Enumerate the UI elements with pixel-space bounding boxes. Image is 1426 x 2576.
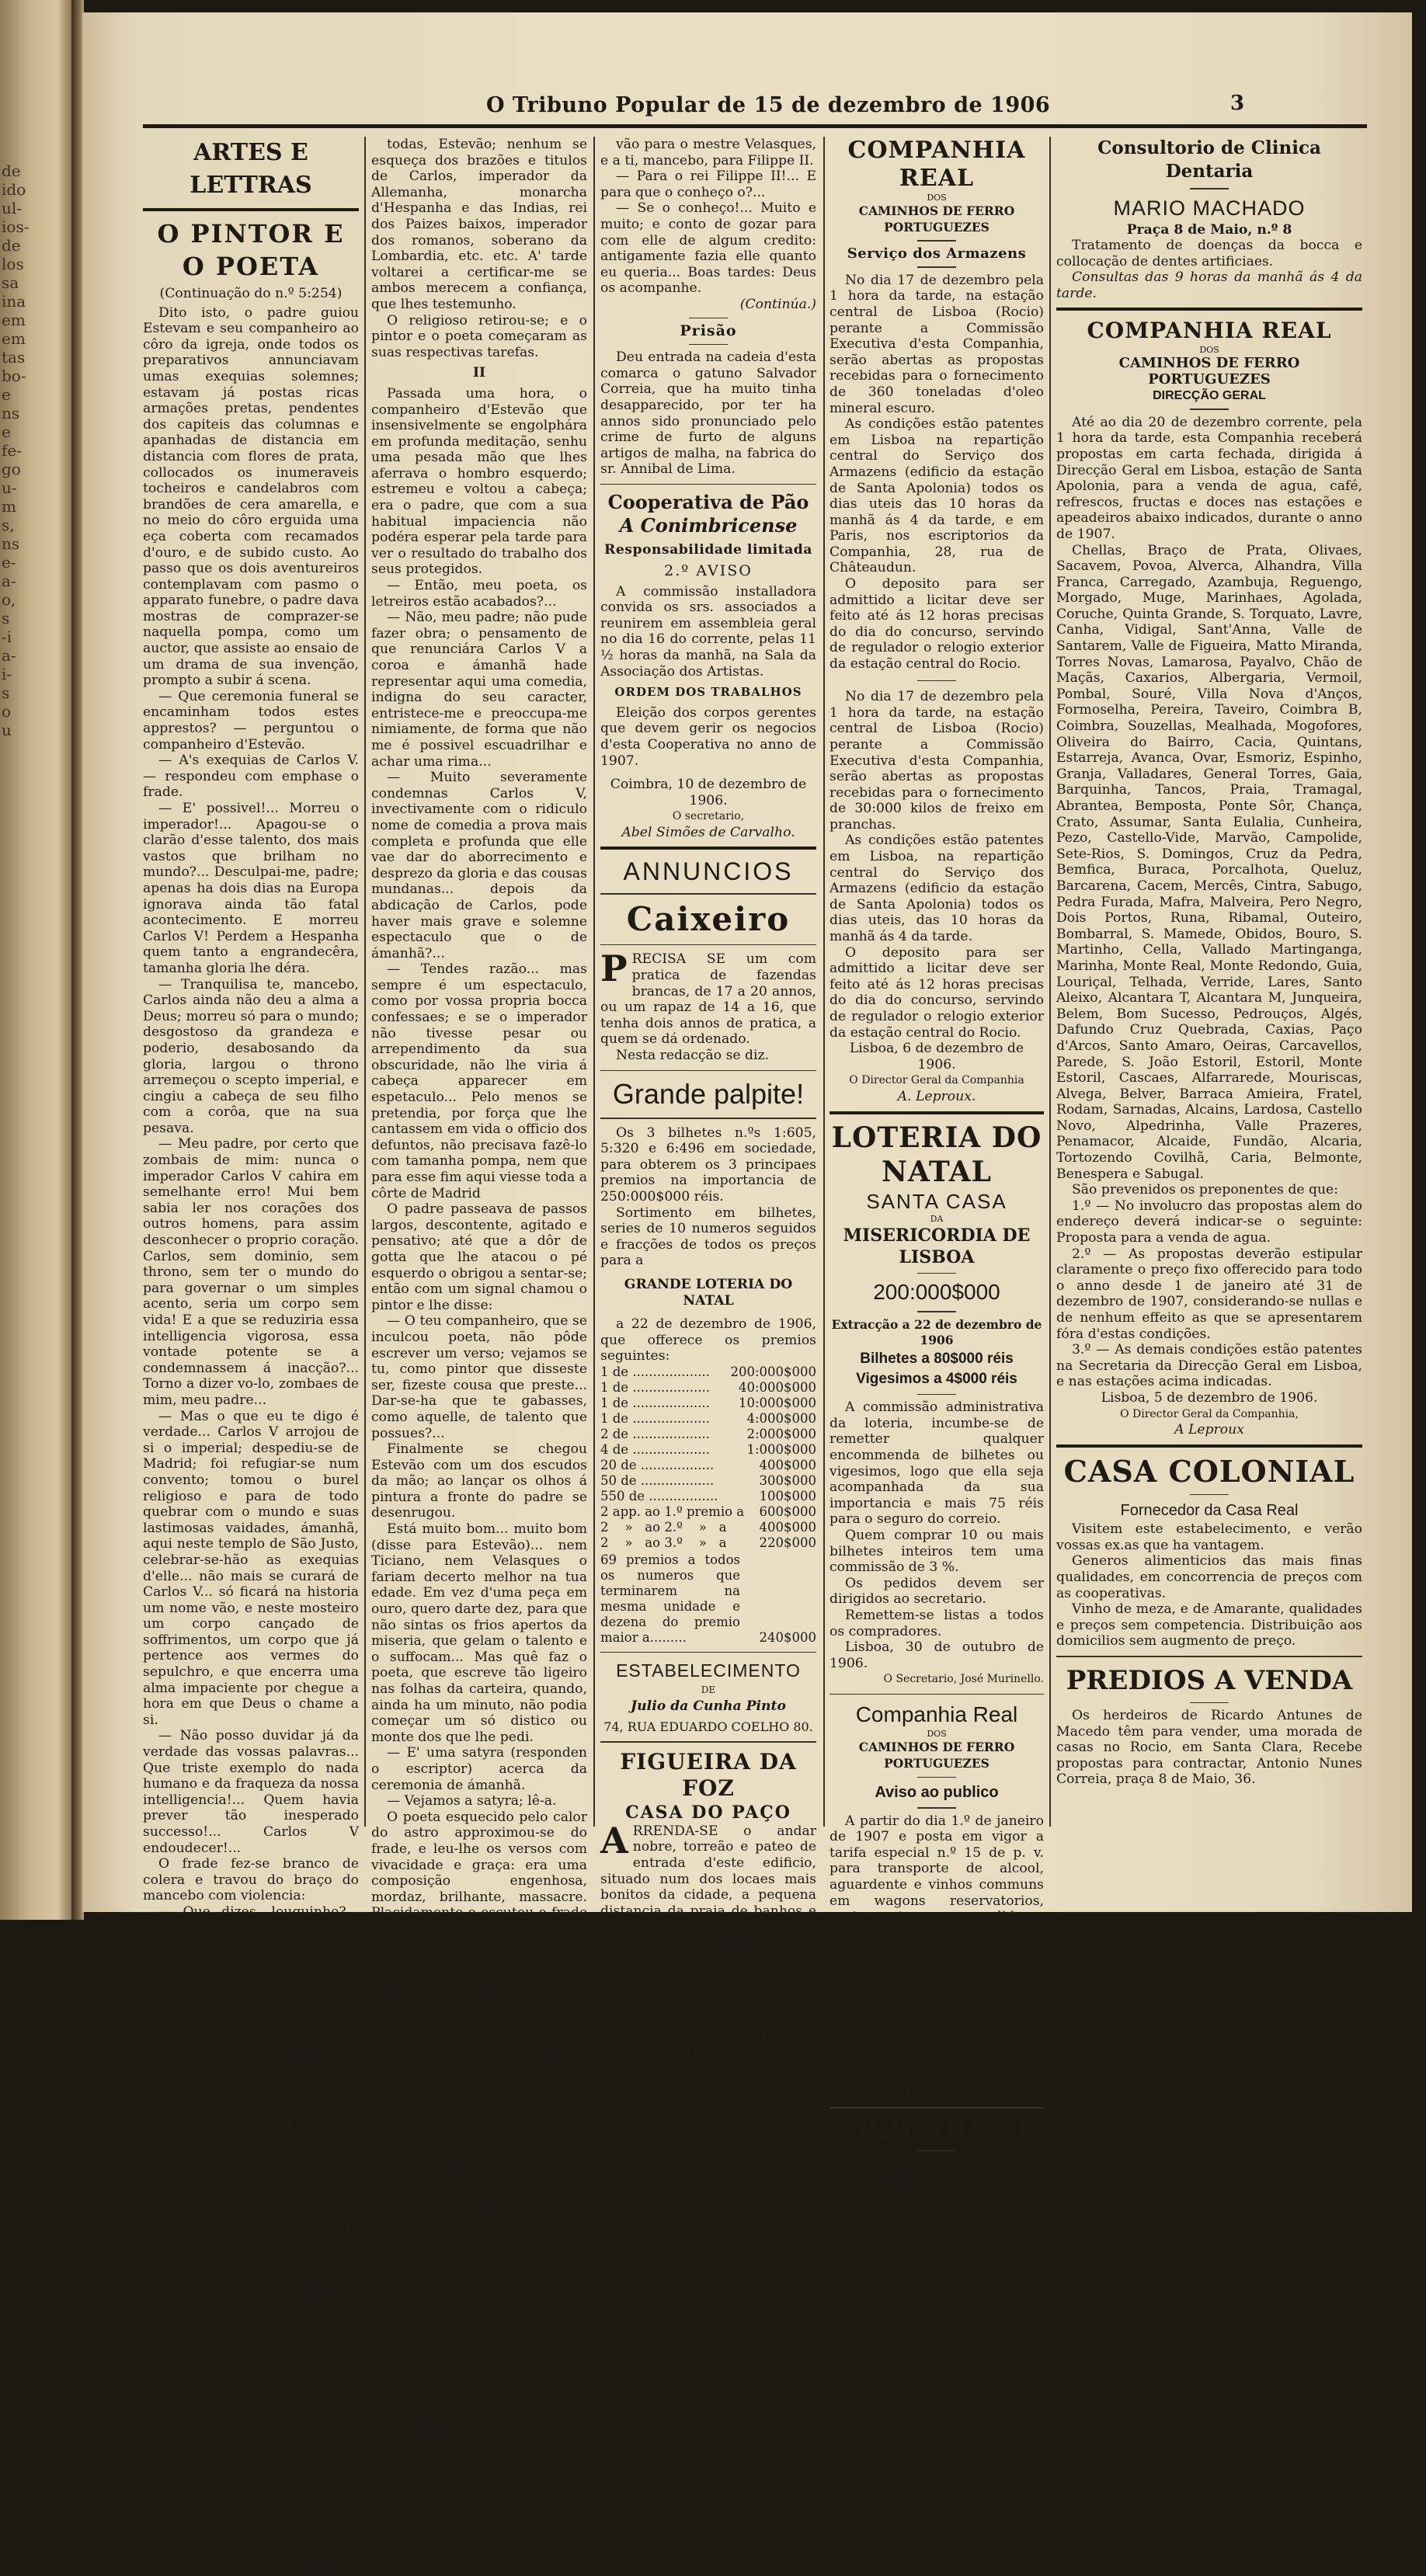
cp2-p2: Para mais esclarecimentos, pódem os interessados consultar a tarifa ou obte-la por preço nas estações d'esta Companhia.	[830, 1956, 1044, 2037]
cp3-date: Lisboa, 5 de dezembro de 1906.	[1101, 1389, 1318, 1406]
prize-label: 2 app. ao 1.º premio a	[600, 1504, 745, 1519]
running-header	[82, 81, 1412, 117]
lot-vigesimos: Vigesimos a 4$000 réis	[856, 1370, 1017, 1387]
story-paragraph: — Não posso duvidar já da verdade das vossas palavras... Que triste exemplo do nada humano e da fraqueza da nossa intelligencia!... Quem havia prever tão inesperado successo!... Carlos V endoudecer!...	[143, 1728, 359, 1856]
column-1	[143, 137, 359, 2576]
prize-row	[600, 1442, 816, 1458]
coop-title-2: A Conimbricense	[619, 514, 798, 537]
margin-fragment: -i	[2, 627, 12, 646]
margin-fragment: i-	[2, 665, 12, 683]
cp1-p5: As condições estão patentes em Lisboa, na repartição central do Serviço dos Armazens (edificio da estação de Santa Apolonia) todos os dias uteis, das 10 horas da manhã ás 4 da tarde.	[830, 833, 1044, 945]
story-paragraph: — Não, meu padre, perdoe... não é possivel. Se a mão de Deus não pesasse sobre a cabeça do imperador; se elle conservasse o uso da razão, como dizeis, não iria expor-se ao escarneo da Europa, do mundo inteiro! Se queria dedicar á religião o resto da vida, e cuidar da sua salvação, não podia fazê-lo sem despojar-se de coisas?... Quero pensar que a sua abdicação não é acto e prova caval de loucura; mas esses funeraes antecipados, esse ridiculo ceremonial d'amanhã não demonstram sobejamente a demencia de Carlos?... E hade acabar assim homem tão illustre! Não devia imitar até ao fim Carlos Magno, de quem se mostrou emulo, de quem cingiu a corôa?	[143, 1952, 359, 2320]
margin-fragment: a-	[2, 572, 16, 590]
margin-fragment: tas	[2, 348, 26, 367]
cp2-director: O Director Geral da Companhia.	[847, 2070, 1026, 2084]
lot-p4: Remettem-se listas a todos os compradores.	[830, 1607, 1044, 1639]
margin-fragment: o	[2, 702, 12, 721]
cp3-subtitle: CAMINHOS DE FERRO PORTUGUEZES	[1118, 355, 1300, 388]
cp2-date: Lisboa, 12 de dezembro de 1905.	[845, 2036, 1028, 2069]
margin-fragment: go	[2, 460, 21, 478]
estab-name: Julio da Cunha Pinto	[631, 1698, 786, 1715]
divider	[600, 893, 816, 895]
drop-cap: A	[600, 1819, 628, 1862]
margin-fragment: fe-	[2, 441, 22, 460]
prize-tail-value: 240$000	[759, 1629, 816, 1645]
cp1-p6: O deposito para ser admittido a licitar deve ser feito até ás 12 horas precisas do dia do concurso, servindo de regulador o relogio exterior da estação central do Rocio.	[830, 944, 1044, 1041]
prize-value: 600$000	[759, 1504, 816, 1519]
divider	[600, 1741, 816, 1743]
coop-subtitle: Responsabilidade limitada	[604, 542, 812, 558]
cp3-title: COMPANHIA REAL	[1087, 318, 1332, 344]
divider	[143, 208, 359, 211]
story-text-part-two	[371, 386, 587, 2513]
annuncios-heading: ANNUNCIOS	[623, 857, 794, 886]
caixeiro-text	[600, 947, 816, 1048]
divider	[1190, 1702, 1229, 1704]
divider	[1056, 308, 1362, 311]
prize-row	[600, 1411, 816, 1427]
divider	[600, 944, 816, 946]
estab-de: DE	[701, 1684, 716, 1696]
cp2-subtitle: CAMINHOS DE FERRO PORTUGUEZES	[858, 1740, 1015, 1771]
divider	[917, 680, 956, 682]
margin-fragment: o,	[2, 590, 16, 609]
prize-value: 40:000$000	[738, 1379, 816, 1395]
coop-title: Cooperativa de Pão	[607, 491, 809, 514]
divider	[1056, 1444, 1362, 1448]
running-title: O Tribuno Popular de 15 de dezembro de 1906	[486, 93, 1051, 117]
story-paragraph: — Não, meu padre; não pude fazer obra; o pensamento de que renunciára Carlos V a coroa e ámanhã hade representar aqui uma comedia, indigna do seu caracter, entristece-me e preoccupa-me nimiamente, de forma que não me é possivel escuadrilhar e achar uma rima...	[371, 610, 587, 770]
prize-row	[600, 1489, 816, 1504]
prize-label: 1 de ...................	[600, 1379, 710, 1395]
column-2	[371, 137, 587, 2513]
figueira-body: RRENDA-SE o andar nobre, torreão e pateo de entrada d'este edificio, situado num dos locaes mais bonitos da cidade, a pequena distancia da praia de banhos e com linda vista de mar e de rio.	[600, 1823, 816, 1935]
story-paragraph: — Merecem esses versos (disse) elogios como obra poetica; e fóra de duvida, es auctor de talento... Daime porem agora provas de animoso e leal... Terias escripto esses versos quando Carlos V ainda reinava?... Não é isso, como narra a fabula, dar o pontapé no leão moribundo?	[371, 2017, 587, 2177]
divider	[917, 1273, 956, 1274]
story-paragraph: — A's exequias de Carlos V. — respondeu com emphase o frade.	[143, 753, 359, 801]
prize-label: 2 » ao 3.º » a	[600, 1535, 727, 1550]
prize-label: 20 de ..................	[600, 1457, 715, 1472]
prize-row	[600, 1427, 816, 1442]
story-paragraph: O poeta esquecido pelo calor do astro approximou-se do frade, e leu-lhe os versos com vivacidade e graça: era uma composição engenhosa, mordaz, brilhante, massacre. Placidamente o escutou o frade até ao cabo; e ora approvava certas passagens, ora censurava outras, e por duas ou trez vezes carregou as sobrancelhas em signal de descontentamento.	[371, 1809, 587, 2017]
cp3-p4: 1.º — No involucro das propostas alem do endereço deverá indicar-se o seguinte: Proposta para a venda de agua.	[1056, 1198, 1362, 1246]
prize-row	[600, 1458, 816, 1473]
lot-p1: A commissão administrativa da loteria, incumbe-se de remetter qualquer encommenda de bilhetes ou vigesimos, logo que ella seja acompanhada da sua importancia e mais 75 réis para o seguro do correio.	[830, 1399, 1044, 1528]
story-paragraph: O frade fez-se branco de colera e travou do braço do mancebo com violencia:	[143, 1856, 359, 1904]
cp1-subtitle: CAMINHOS DE FERRO PORTUGUEZES	[858, 203, 1015, 235]
column-5	[1056, 137, 1362, 1828]
story-paragraph: O poeta rasgou as folhas escriptas, e arremessou os fragmentos, que voaram dispersos.	[371, 2177, 587, 2241]
story-paragraph: Não é tão cerrada a tua barba, poeta novato, que te caiba o direito de julgar as acções de Carlos V... Entenda a obra e compõe as divisas, que te encommendei, e o teu companheiro que pinte os escudos com as armas de Carlos V: neste livro as acharás	[143, 2432, 359, 2576]
divider	[1190, 188, 1229, 189]
section-title: ARTES E LETTRAS	[190, 139, 312, 199]
prize-value: 4:000$000	[746, 1410, 816, 1426]
story-ending	[600, 137, 816, 297]
casa-subtitle: Fornecedor da Casa Real	[1120, 1502, 1299, 1520]
margin-fragment: ul-	[2, 199, 23, 217]
dent-name: MARIO MACHADO	[1113, 196, 1306, 220]
cp2-aviso: Aviso ao publico	[875, 1784, 999, 1802]
dent-text: Tratamento de doenças da bocca e collocação de dentes artificiaes.	[1056, 238, 1362, 269]
story-paragraph: Facil era ver que as expreções do mancebo ao mesmo tempo lisongeavam e offendiam o padre; porque era este enrugava a testa, ora com um sorriso se lhe dessassombrava o rosto.	[143, 2320, 359, 2432]
cp1-date: Lisboa, 6 de dezembro de 1906.	[849, 1041, 1024, 1072]
story-paragraph: O padre passeava de passos largos, descontente, agitado e pensativo; até que a dôr de gotta que lhe atacou o pé esquerdo o obrigou a sentar-se; então com um signal chamou o pintor e lhe disse:	[371, 1201, 587, 1313]
prize-value: 220$000	[759, 1535, 816, 1550]
lot-title: LOTERIA DO NATAL	[831, 1121, 1042, 1188]
divider	[917, 1394, 956, 1396]
coop-order: ORDEM DOS TRABALHOS	[614, 685, 802, 700]
prize-value: 400$000	[759, 1457, 816, 1472]
divider	[830, 2107, 1044, 2108]
coop-secretary: O secretario,	[672, 810, 745, 823]
lot-bilhetes: Bilhetes a 80$000 réis	[860, 1350, 1014, 1367]
prize-label: 2 » ao 2.º » a	[600, 1519, 727, 1535]
story-paragraph: — Meu padre, por certo que zombais de mim: nunca o imperador Carlos V cahira em semelhante erro! Mui bem sabia ler nos corações dos outros homens, para assim desconhecer o proprio coração. Carlos, sem dominio, sem throno, sem ter o mundo do para governar o um simples acento, seria um corpo sem vida! E a que se reduziria essa intelligencia vigorosa, essa vontade potente se a condemnassem á inacção?... Torno a dizer vo-lo, zombaes de mim, meu padre...	[143, 1136, 359, 1408]
margin-fragment: m	[2, 497, 16, 516]
column-rule	[1049, 137, 1051, 1827]
margin-fragment: u	[2, 721, 12, 739]
margin-fragment: ios-	[2, 217, 30, 236]
cp3-p1: Até ao dia 20 de dezembro corrente, pela 1 hora da tarde, esta Companhia receberá propostas em carta fechada, dirigida á Direcção Geral em Lisboa, estação de Santa Apolonia, para a venda de agua, café, refrescos, fructas e doces nas estações e apeadeiros abaixo indicados, durante o anno de 1907.	[1056, 414, 1362, 542]
margin-fragment: u-	[2, 478, 17, 497]
story-paragraph: — Vejamos a satyra; lê-a.	[387, 1793, 557, 1809]
cp3-p5: 2.º — As propostas deverão estipular claramente o preço fixo offerecido para todo o anno desde 1 de janeiro até 31 de dezembro de 1907, considerando-se nullas e de nenhum effeito as que se apresentarem fóra d'estas condições.	[1056, 1246, 1362, 1342]
cp3-direction: DIRECÇÃO GERAL	[1153, 388, 1266, 402]
lot-amount: 200:000$000	[873, 1280, 1000, 1305]
arrenda-p2: Pode-se fazer qualquer outra transacção.	[830, 2188, 1044, 2220]
prize-label: 4 de ...................	[600, 1441, 710, 1457]
divider	[830, 1694, 1044, 1695]
to-be-continued: (Continúa.)	[739, 296, 816, 312]
arrenda-p3: Carta a esta redacção com as iniciaes. A. M. M.	[830, 2220, 1044, 2252]
prize-row	[600, 1396, 816, 1411]
margin-fragment: em	[2, 329, 26, 348]
predios-title: PREDIOS A VENDA	[1066, 1664, 1353, 1696]
prize-label: 50 de ..................	[600, 1472, 715, 1488]
arrenda-title: ARRENDA-SE	[837, 2115, 1036, 2145]
story-text-continued	[371, 137, 587, 360]
prize-label: 2 de ...................	[600, 1426, 710, 1441]
story-paragraph: Passada uma hora, o companheiro d'Estevão que insensivelmente se engolphára em profunda meditação, senhu uma pesada mão que lhes aferrava o hombro esquerdo; estremeu e voltou a cabeça; era o padre, que com a sua habitual impaciencia não podéra esperar pela tarde para ver o resultado do trabalho dos seus protegidos.	[371, 385, 587, 578]
story-paragraph: Está muito bom... muito bom (disse para Estevão)... nem Ticiano, nem Velasques o fariam decerto melhor na tua edade. Em vez d'uma peça em ouro, quero darte dez, para que não sintas os frios apertos da miseria, que gelam o talento e o suffocam... Mas quê faz o poeta, que escreve tão ligeiro nas folhas da carteira, quando, ainda ha um minuto, não podia começar um só distico ou monte dos que lhe pedi.	[371, 1521, 587, 1745]
margin-fragment: ina	[2, 292, 26, 311]
lot-p3: Os pedidos devem ser dirigidos ao secretario.	[830, 1575, 1044, 1608]
story-paragraph: — Que dizes, louquinho?... Carlos goza do prefeito uso da sua razão.	[143, 1903, 359, 1952]
figueira-text-2: Presta-se excellentemente não só para residencia particular como para installação de um grande Hotel, Collegio, ou qualquer outro grande estabelecimento ou empreza Commercial.	[600, 1935, 816, 2047]
margin-fragment: sa	[2, 273, 19, 292]
continuation-note: (Continuação do n.º 5:254)	[159, 286, 343, 301]
divider	[917, 1807, 956, 1809]
loteria-heading: GRANDE LOTERIA DO NATAL	[624, 1276, 793, 1309]
story-paragraph: — Então, meu poeta, os letreiros estão acabados?...	[371, 578, 587, 610]
cp1-p3: O deposito para ser admittido a licitar deve ser feito até ás 12 horas precisas do dia do concurso, servindo de regulador o relogio exterior da estação central do Rocio.	[830, 576, 1044, 673]
prize-value: 300$000	[759, 1472, 816, 1488]
margin-fragment: s	[2, 609, 10, 627]
story-paragraph: — Que ceremonia funeral se encaminham todos estes apprestos? — perguntou o companheiro d'Estevão.	[143, 688, 359, 753]
column-rule	[364, 137, 366, 1827]
margin-fragment: s	[2, 683, 10, 702]
predios-p1: Os herdeiros de Ricardo Antunes de Macedo têm para vender, uma morada de casas no Rocio, em Santa Clara, Recebe propostas para contractar, Antonio Nunes Correia, praça 8 de Maio, 36.	[1056, 1708, 1362, 1788]
lot-santa-casa: SANTA CASA	[866, 1189, 1007, 1213]
prize-label: 550 de .................	[600, 1488, 718, 1504]
dent-title: Consultorio de Clinica Dentaria	[1097, 137, 1321, 182]
lot-extraction: Extracção a 22 de dezembro de 1906	[831, 1316, 1042, 1348]
story-paragraph: — Bom! essa acção nos reconcilia. Mas é chegada a hora de vesperas; estão acabadas as pinturas; não podemos aqui demorar-nos mais tempo. Ide accommodar-vos numa das pousadas da villa, e ámanhã comparecerei á solemnidade funebre. Estevão julgará então melhor do effeito da sua obra, e habilitar-se-ha para algum dia compor um quadro da scena magestosa e terrivel, une presenciar. Finda a ceremonia faço tenção de dar cartas de recommendação a ambos, a Este-	[371, 2241, 587, 2513]
lot-misericordia: MISERICORDIA DE LISBOA	[843, 1225, 1031, 1267]
column-4	[830, 137, 1044, 2284]
divider	[1056, 1656, 1362, 1657]
page-number: 3	[1230, 92, 1245, 115]
margin-fragment: de	[2, 236, 21, 255]
divider	[1190, 1494, 1229, 1496]
story-paragraph: — O teu companheiro, que se inculcou poeta, não pôde escrever um verso; vejamos se tu, como pintor que disseste ser, fizeste cousa que preste... Dar-se-ha que te gabasses, como aquelle, de talento que possues?...	[371, 1313, 587, 1441]
coop-aviso: 2.º AVISO	[664, 561, 753, 579]
lot-da: DA	[930, 1213, 944, 1224]
arrenda-p1: Uma padaria habilitada bem afreguezada e em bom local.	[830, 2156, 1044, 2188]
divider	[600, 1652, 816, 1653]
cp3-dos: DOS	[1199, 345, 1219, 356]
story-paragraph: vão para o mestre Velasques, e a ti, mancebo, para Filippe II.	[600, 137, 816, 169]
estab-title: ESTABELECIMENTO	[616, 1660, 801, 1681]
drop-cap: P	[600, 947, 628, 990]
lot-date: Lisboa, 30 de outubro de 1906.	[830, 1639, 1044, 1671]
divider	[917, 266, 956, 268]
story-paragraph: O religioso retirou-se; e o pintor e o poeta começaram as suas respectivas tarefas.	[371, 312, 587, 360]
dent-address: Praça 8 de Maio, n.º 8	[1126, 221, 1292, 238]
story-title: O PINTOR E O POETA	[157, 219, 345, 281]
estab-address: 74, RUA EDUARDO COELHO 80.	[603, 1719, 813, 1734]
prize-value: 400$000	[759, 1519, 816, 1535]
prize-value: 10:000$000	[738, 1395, 816, 1410]
cp3-signature: A Leproux	[1174, 1422, 1244, 1438]
divider	[689, 344, 728, 346]
prize-row	[600, 1535, 816, 1551]
column-rule	[593, 137, 595, 1827]
margin-fragment: s,	[2, 516, 15, 534]
caixeiro-note: Nesta redacção se diz.	[616, 1048, 770, 1064]
cp1-director: O Director Geral da Companhia	[849, 1074, 1024, 1087]
figueira-subtitle: CASA DO PAÇO	[625, 1802, 791, 1823]
coop-text: A commissão installadora convida os srs. associados a reunirem em assembleia geral no dia 16 do corrente, pelas 11 ½ horas da manhã, na Sala da Associação dos Artistas.	[600, 583, 816, 680]
prize-row	[600, 1520, 816, 1535]
story-paragraph: — Tendes razão... mas sempre é um espectaculo, como por vossa propria bocca confessaes; e se o imperador não tivesse pesar ou arrependimento da sua obscuridade, não lhe viria á cabeça apparecer em espetaculo... Pelo menos se pretendia, por força que lhe cantassem em vida o officio dos defuntos, não precisava fazê-lo com tamanha pompa, nem que para esse fim aqui viesse toda a côrte de Madrid	[371, 961, 587, 1201]
story-paragraph: — E' possivel!... Morreu o imperador!... Apagou-se o clarão d'esse talento, dos mais vastos que brilham no mundo?... Desculpai-me, padre; apenas ha dois dias na Europa ignorava ainda tão fatal acontecimento. E morreu Carlos V! Perdem a Hespanha quem tanto a engrandecêra, tamanha gloria lhe déra.	[143, 801, 359, 976]
margin-fragment: los	[2, 255, 24, 273]
story-paragraph: — Para o rei Filippe II!... E para que o conheço o?...	[600, 169, 816, 200]
palpite-title: Grande palpite!	[612, 1078, 805, 1111]
coop-order-text: Eleição dos corpos gerentes que devem gerir os negocios d'esta Cooperativa no anno de 1907.	[600, 704, 816, 769]
column-3	[600, 137, 816, 2143]
cp2-p1: A partir do dia 1.º de janeiro de 1907 e posta em vigor a tarifa especial n.º 15 de p. v. para transporte de alcool, aguardente e vinhos communs em wagons reservatorios, pertencentes aos expedidores ou consignatorios, ou como tal considerados.	[830, 1813, 1044, 1957]
margin-fragment: de	[2, 162, 21, 180]
margin-fragment: ns	[2, 534, 20, 553]
header-rule	[143, 124, 1367, 128]
margin-fragment: ns	[2, 404, 20, 422]
loteria-intro: a 22 de dezembro de 1906, que offerece os premios seguintes:	[600, 1316, 816, 1364]
arrenda-date: Coimbra, 14 de setembro 1906.	[850, 2251, 1023, 2284]
prize-tail-text: 69 premios a todos os numeros que terminarem na mesma unidade e dezena do premio maior a.........	[600, 1552, 740, 1645]
prize-row	[600, 1380, 816, 1396]
cp2-dos: DOS	[927, 1729, 947, 1740]
palpite-text-2: Sortimento em bilhetes, series de 10 numeros seguidos e fracções de todos os preços para a	[600, 1205, 816, 1269]
cp1-signature: A. Leproux.	[897, 1088, 976, 1104]
caixeiro-title: Caixeiro	[626, 899, 791, 938]
margin-fragment: bo-	[2, 367, 26, 385]
prize-value: 1:000$000	[746, 1441, 816, 1457]
cp3-p6: 3.º — As demais condições estão patentes na Secretaria da Direcção Geral em Lisboa, e nas estações acima indicadas.	[1056, 1342, 1362, 1390]
casa-p2: Generos alimenticios das mais finas qualidades, em concorrencia de preços com as cooperativas.	[1056, 1553, 1362, 1601]
divider	[917, 2150, 956, 2152]
divider	[600, 1070, 816, 1072]
divider	[1190, 408, 1229, 410]
prize-row	[600, 1504, 816, 1520]
lot-secretary: O Secretario, José Murinello.	[883, 1673, 1044, 1686]
cp1-section: Serviço dos Armazens	[847, 245, 1027, 262]
divider	[917, 240, 956, 242]
casa-p1: Visitem este estabelecimento, e verão vossas ex.as que ha vantagem.	[1056, 1521, 1362, 1553]
margin-fragment: ido	[2, 180, 26, 199]
lot-p2: Quem comprar 10 ou mais bilhetes inteiros tem uma commissão de 3 %.	[830, 1528, 1044, 1576]
prize-tail	[600, 1552, 816, 1646]
cp1-p1: No dia 17 de dezembro pela 1 hora da tarde, na estação central de Lisboa (Rocio) perante a Commissão Executiva d'esta Companhia, serão abertas as propostas recebidas para o fornecimento de 360 toneladas d'oleo mineral escuro.	[830, 272, 1044, 416]
margin-fragment: a-	[2, 646, 16, 665]
dent-hours: Consultas das 9 horas da manhã ás 4 da tarde.	[1056, 269, 1362, 301]
cp1-dos: DOS	[927, 193, 947, 203]
divider	[600, 484, 816, 485]
story-paragraph: — Tranquilisa te, mancebo, Carlos ainda não deu a alma a Deus; morreu só para o mundo; desgostoso da grandeza e poderio, desabosando da gloria, largou o throno arremeçou o scepto imperial, e cingiu a cabeça de seu filho com a corôa, que na sua pesava.	[143, 976, 359, 1136]
divider	[689, 318, 728, 319]
coop-signature: Abel Simões de Carvalho.	[621, 824, 795, 840]
story-paragraph: — Muito severamente condemnas Carlos V, invectivamente com o ridiculo nome de comedia a prova mais completa e profunda que elle vae dar do aborrecimento e desprezo da gloria e das cousas mundanas... depois da abdicação de Carlos, pode haver mais grave e solemne espectaculo que o de ámanhã?...	[371, 770, 587, 961]
prize-table	[600, 1364, 816, 1551]
cp1-title: COMPANHIA REAL	[847, 137, 1026, 192]
story-paragraph: — E' uma satyra (responden o escriptor) acerca da ceremonia de ámanhã.	[371, 1745, 587, 1793]
divider	[830, 1111, 1044, 1114]
margin-fragment: e-	[2, 553, 16, 572]
prize-row	[600, 1364, 816, 1380]
prize-label: 1 de ...................	[600, 1364, 710, 1379]
story-paragraph: — Mas o que eu te digo é verdade... Carlos V arrojou de si o imperial; despediu-se de Madrid; foi refugiar-se num convento; tomou o burel religioso e para de todo quebrar com o mundo e suas lastimosas vaidades, ámanhã, aqui neste templo de São Justo, celebrar-se-hão as exequias d'elle... não mais se curará de Carlos V... só ficará na historia um nome vão, e neste mosteiro um corpo cançado de soffrimentos, um corpo que já pertence aos vermes do sepulchro, e que encerra uma alma impaciente por chegue a hora em que Deus o chame a si.	[143, 1408, 359, 1728]
prize-value: 100$000	[759, 1488, 816, 1504]
cp1-p2: As condições estão patentes em Lisboa na repartição central do Serviço dos Armazens (edificio da estação de Santa Apolonia) todos os dias uteis das 10 horas da manhã ás 4 da tarde, e em Paris, nos escriptorios da Companhia, 28, rua de Châteaudun.	[830, 416, 1044, 576]
story-text	[143, 305, 359, 2576]
prize-label: 1 de ...................	[600, 1410, 710, 1426]
figueira-text-3: Dão-se informações e aceitam-se desde já propostas no estabelecimento commercial do Ill.mo Sr. Adriano Dias Barata Salgueiro, ao Largo do Carvão.	[600, 2047, 816, 2143]
margin-fragment: em	[2, 311, 26, 329]
prisao-heading: Prisão	[680, 322, 737, 340]
caixeiro-body: RECISA SE um com pratica de fazendas brancas, de 17 a 20 annos, ou um rapaz de 14 a 16, que tenha dois annos de pratica, a quem se dá ordenado.	[600, 951, 816, 1048]
coop-date: Coimbra, 10 de dezembro de 1906.	[610, 777, 807, 808]
divider	[600, 1118, 816, 1119]
figueira-text	[600, 1819, 816, 1935]
prisao-text: Deu entrada na cadeia d'esta comarca o gatuno Salvador Correia, que ha muito tinha desapparecido, por ter ha annos sido pronunciado pelo crime de furto de alguns artigos de malha, na fabrica do sr. Annibal de Lima.	[600, 349, 816, 478]
divider	[917, 1777, 956, 1778]
cp3-p3: São prevenidos os preponentes de que:	[1072, 1182, 1339, 1198]
casa-title: CASA COLONIAL	[1063, 1453, 1355, 1489]
story-paragraph: — Se o conheço!... Muito e muito; e conto de gozar para com elle de algum credito: antigamente fazia elle quanto eu queria... Boas tardes: Deus os acompanhe.	[600, 200, 816, 297]
story-paragraph: todas, Estevão; nenhum se esqueça dos brazões e titulos de Carlos, imperador da Allemanha, monarcha d'Hespanha e das Indias, rei dos Paizes baixos, imperador dos romanos, soberano da Lombardia, etc. etc. A' tarde voltarei a certificar-me se ambos merecem a confiança, que lhes testemunho.	[371, 137, 587, 312]
story-paragraph: Finalmente se chegou Estevão com um dos escudos da mão; ao lançar os olhos á pintura a fronte do padre se desenrugou.	[371, 1441, 587, 1521]
cp2-title: Companhia Real	[855, 1702, 1018, 1727]
previous-page-edge	[0, 0, 76, 1920]
divider	[600, 846, 816, 850]
margin-fragment: e	[2, 385, 11, 404]
margin-fragment: e	[2, 422, 11, 441]
divider	[917, 1311, 956, 1312]
cp3-p2: Chellas, Braço de Prata, Olivaes, Sacavem, Povoa, Alverca, Alhandra, Villa Franca, Carregado, Azambuja, Reguengo, Morgado, Muge, Marinhaes, Agolada, Coruche, Quinta Grande, S. Torquato, Lavre, Canha, Vidigal, Sant'Anna, Valle de Santarem, Valle de Figueira, Matto Miranda, Torres Novas, Lamarosa, Payalvo, Chão de Maçãs, Caxarios, Albergaria, Vermoil, Pombal, Souré, Villa Nova d'Anços, Formoselha, Pereira, Taveiro, Coimbra B, Coimbra, Souzellas, Mealhada, Mogofores, Oliveira do Bairro, Cacia, Quintans, Estarreja, Avanca, Ovar, Esmoriz, Espinho, Granja, Valladares, General Torres, Gaia, Barquinha, Tancos, Praia, Tramagal, Abrantea, Bemposta, Ponte Sôr, Chança, Crato, Assumar, Santa Eulalia, Cunheira, Pezo, Castello-Vide, Marvão, Campolide, Sete-Rios, S. Domingos, Cruz da Pedra, Bemfica, Buraca, Porcalhota, Queluz, Barcarena, Cacem, Mercês, Cintra, Sabugo, Pedra Furada, Mafra, Malveira, Pero Negro, Dois Portos, Runa, Ribamal, Outeiro, Bombarral, S. Mamede, Obidos, Bouro, S. Martinho, Cella, Vallado Martinganga, Marinha, Monte Real, Monte Redondo, Guia, Louriçal, Telhada, Verride, Lares, Santo Aleixo, Alcantara T, Alcantara M, Junqueira, Belem, Bom Sucesso, Pedrouços, Algés, Dafundo Cruz Quebrada, Caxias, Paço d'Arcos, Santo Amaro, Oeiras, Carcavellos, Parede, S. João Estoril, Estoril, Monte Estoril, Cascaes, Alfarrarede, Mouriscas, Alvega, Belver, Barraca Amieira, Fratel, Rodam, Sarnadas, Alcains, Lardosa, Castello Novo, Alpedrinha, Valle Prazeres, Penamacor, Alcaide, Fundão, Alcaria, Tortozendo Covilhã, Caria, Belmonte, Benespera e Sabugal.	[1056, 542, 1362, 1182]
figueira-title: FIGUEIRA DA FOZ	[620, 1748, 797, 1801]
story-paragraph: Dito isto, o padre guiou Estevam e seu companheiro ao côro da igreja, onde todos os preparativos annunciavam umas exequias solemnes; estavam já postas ricas armações pretas, pendentes dos capiteis das columnas e apanhadas de distancia em distancia com flores de prata, collocados os inumeraveis tocheiros e candelabros com brandões de cera amarella, e no meio do côro erguida uma eça coberta com recamados d'ouro, e de subido custo. Ao passo que os dois aventureiros contemplavam com pasmo o apparato funebre, o padre dava mostras de comprazer-se naquella pompa, como um auctor, que assiste ao ensaio de um drama de sua invenção, prompto a subir á scena.	[143, 304, 359, 689]
prize-row	[600, 1473, 816, 1489]
casa-p3: Vinho de meza, e de Amarante, qualidades e preços sem competencia. Distribuição aos domicilios sem augmento de preço.	[1056, 1601, 1362, 1650]
palpite-text: Os 3 bilhetes n.ºs 1:605, 5:320 e 6:496 em sociedade, para obterem os 3 principaes premios na importancia de 250:000$000 réis.	[600, 1125, 816, 1205]
prize-value: 200:000$000	[730, 1364, 816, 1379]
cp1-p4: No dia 17 de dezembro pela 1 hora da tarde, na estação central de Lisboa (Rocio) perante a Commissão Executiva d'esta Companhia, serão abertas as propostas recebidas para o fornecimento de 30:000 kilos de freixo em pranchas.	[830, 689, 1044, 833]
newspaper-page	[82, 12, 1412, 2576]
cp3-director: O Director Geral da Companhia,	[1120, 1407, 1299, 1420]
column-rule	[823, 137, 825, 1827]
prize-label: 1 de ...................	[600, 1395, 710, 1410]
part-heading: II	[472, 365, 486, 381]
prize-value: 2:000$000	[746, 1426, 816, 1441]
cp2-signature: A Leproux	[902, 2084, 972, 2101]
